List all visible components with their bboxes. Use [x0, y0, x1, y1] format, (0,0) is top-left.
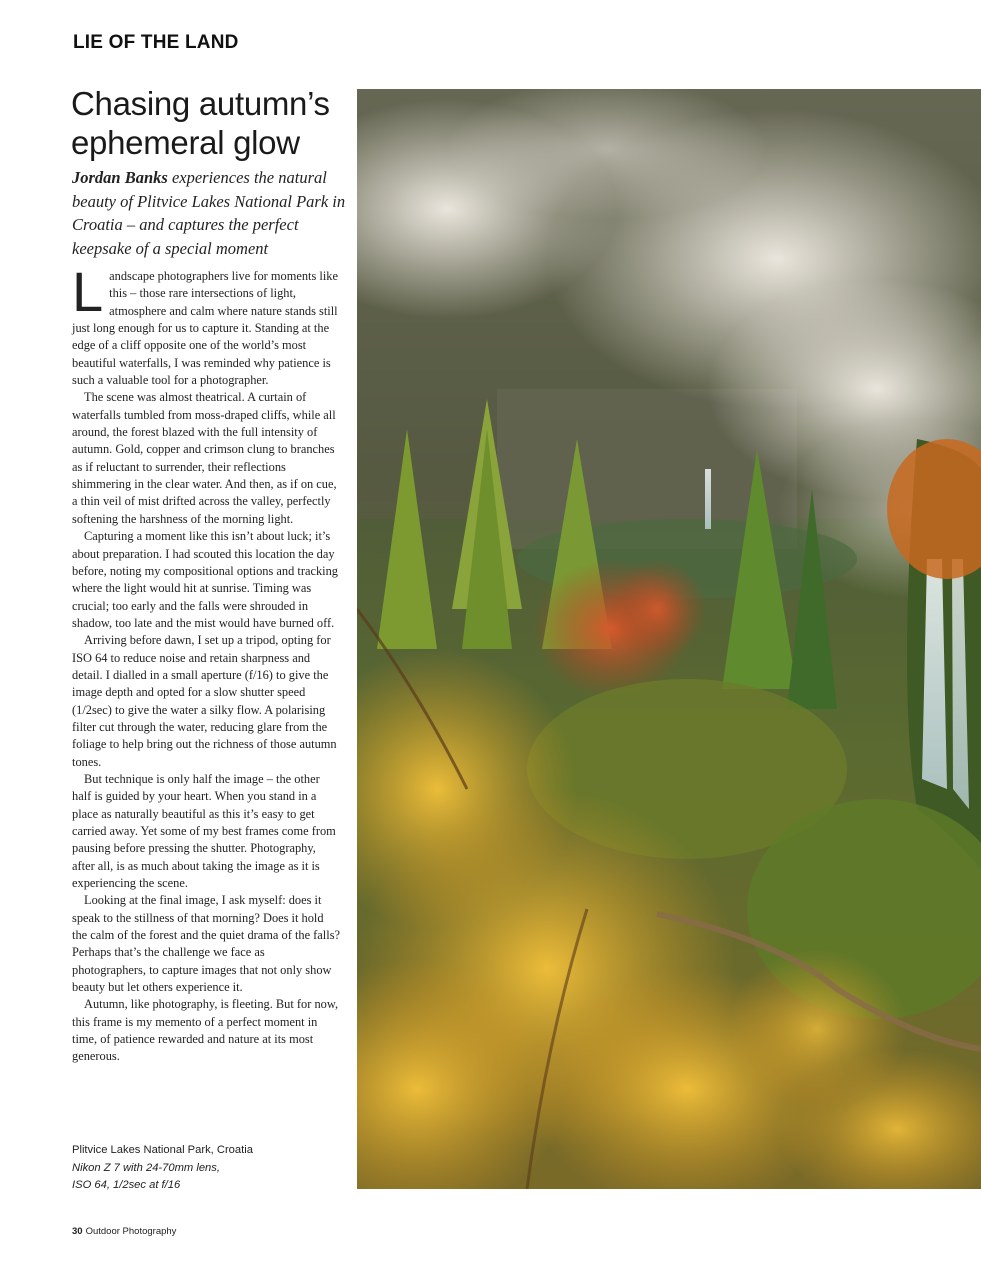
caption-tech-line-1: Nikon Z 7 with 24-70mm lens,: [72, 1161, 220, 1174]
standfirst: [72, 166, 352, 260]
author-name: Jordan Banks: [72, 168, 168, 187]
paragraph-2: The scene was almost theatrical. A curtain of waterfalls tumbled from moss-draped cliffs, while all around, the forest blazed with the full intensity of autumn. Gold, copper and crimson clung to branches as if reluctant to surrender, their reflections shimmering in the clear water. And then, as if on cue, a thin veil of mist drifted across the valley, perfectly softening the harshness of the morning light.: [72, 390, 337, 526]
headline: [71, 84, 361, 162]
paragraph-6: Looking at the final image, I ask myself: does it speak to the stillness of that morning? Does it hold the calm of the forest and the quiet drama of the falls? Perhaps that’s the challenge we face as photographers, to capture images that not only show beauty but let others experience it.: [72, 893, 341, 995]
autumn-forest-illustration: [357, 89, 981, 1189]
photo-caption: [72, 1142, 332, 1195]
paragraph-7: Autumn, like photography, is fleeting. But for now, this frame is my memento of a perfect moment in time, of patience rewarded and nature at its most generous.: [72, 997, 339, 1064]
standfirst-text: experiences the natural beauty of Plitvice Lakes National Park in Croatia – and captures the perfect keepsake of a special moment: [72, 168, 346, 258]
page-number: 30: [72, 1226, 83, 1237]
section-label: LIE OF THE LAND: [73, 32, 239, 53]
landscape-photo: [357, 89, 981, 1189]
caption-tech-line-2: ISO 64, 1/2sec at f/16: [72, 1179, 181, 1191]
paragraph-1: [72, 260, 340, 389]
drop-cap: L: [72, 260, 104, 323]
paragraph-4: Arriving before dawn, I set up a tripod, opting for ISO 64 to reduce noise and retain sharpness and detail. I dialled in a small aperture (f/16) to give the image depth and opted for a slow shutter speed (1/2sec) to give the water a silky flow. A polarising filter cut through the water, reducing glare from the foliage to help bring out the richness of those autumn tones.: [72, 633, 337, 769]
caption-location: Plitvice Lakes National Park, Croatia: [72, 1144, 253, 1156]
headline-line-2: ephemeral glow: [71, 124, 300, 161]
headline-line-1: Chasing autumn’s: [71, 85, 330, 122]
paragraph-3: Capturing a moment like this isn’t about luck; it’s about preparation. I had scouted this location the day before, noting my compositional options and tracking where the light would hit at sunrise. Timing was crucial; too early and the falls were shrouded in shadow, too late and the mist would have burned off.: [72, 529, 339, 630]
paragraph-1-text: andscape photographers live for moments like this – those rare intersections of light, atmosphere and calm where nature stands still just long enough for us to capture it. Standing at the edge of a cliff opposite one of the world’s most beautiful waterfalls, I was reminded why patience is such a valuable tool for a photographer.: [72, 269, 338, 388]
paragraph-5: But technique is only half the image – the other half is guided by your heart. When you stand in a place as naturally beautiful as this it’s easy to get carried away. Yet some of my best frames come from pausing before pressing the shutter. Photography, after all, is as much about taking the image as it is experiencing the scene.: [72, 771, 336, 891]
article-body: [72, 260, 341, 1066]
publication-name: Outdoor Photography: [85, 1226, 177, 1237]
page-footer: [72, 1226, 176, 1237]
